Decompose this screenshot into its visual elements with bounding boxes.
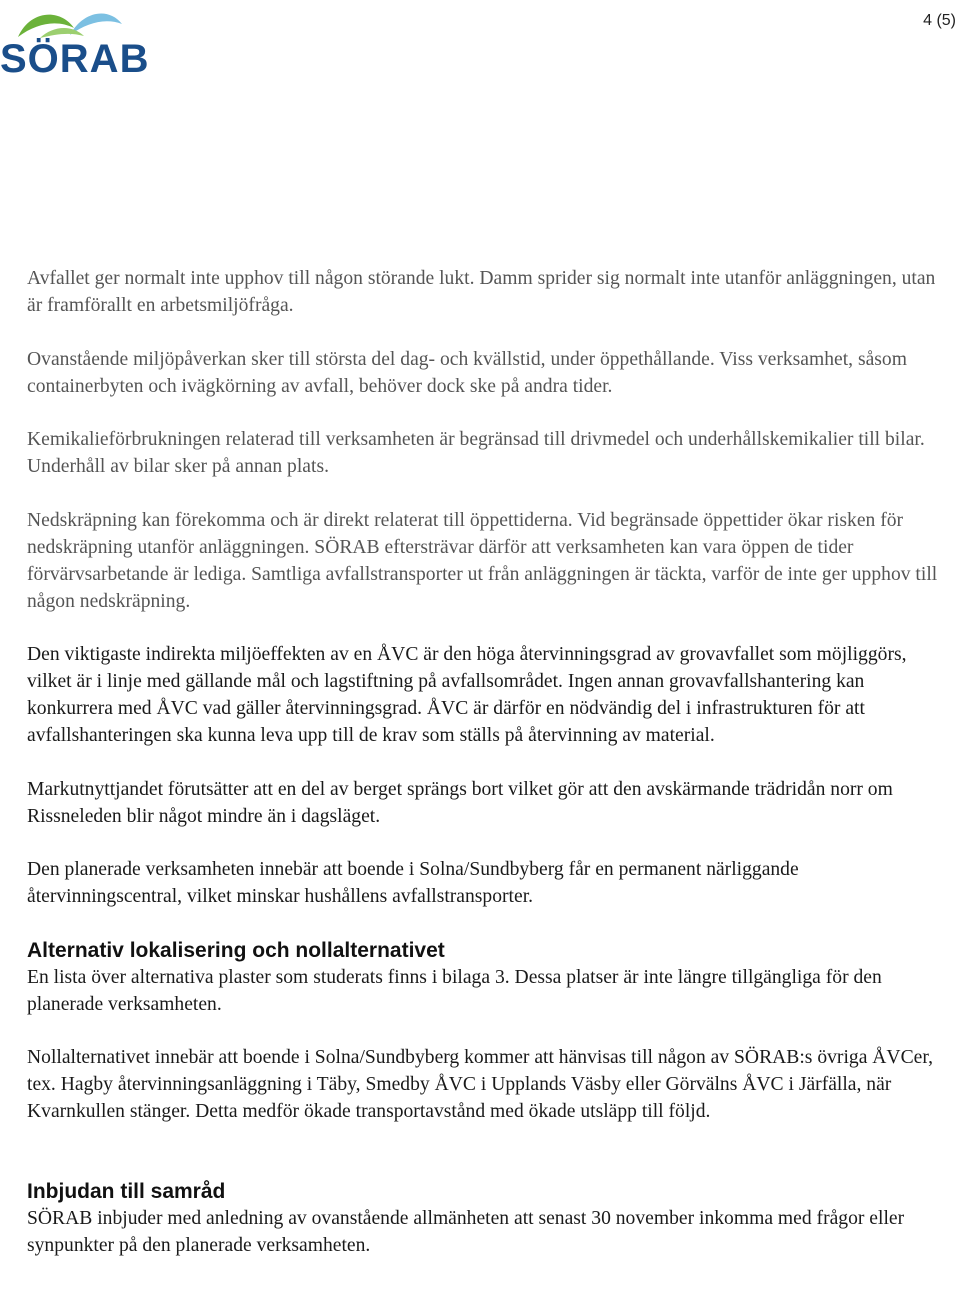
- section-spacer: [27, 1152, 952, 1178]
- paragraph-chemicals: Kemikalieförbrukningen relaterad till verksamheten är begränsad till drivmedel och underhållskemikalier till bilar. Underhåll av bilar sker på annan plats.: [27, 429, 925, 477]
- paragraph-odor-dust: Avfallet ger normalt inte upphov till någon störande lukt. Damm sprider sig normalt inte utanför anläggningen, utan är framförallt en arbetsmiljöfråga.: [27, 268, 936, 316]
- paragraph-operating-hours: Ovanstående miljöpåverkan sker till största del dag- och kvällstid, under öppethållande. Viss verksamhet, såsom containerbyten och ivägkörning av avfall, behöver dock ske på andra tider.: [27, 348, 907, 397]
- heading-inbjudan-till-samrad: Inbjudan till samråd: [27, 1179, 226, 1203]
- paragraph-land-use: Markutnyttjandet förutsätter att en del av berget sprängs bort vilket gör att den avskärmande trädridån norr om Rissneleden blir något mindre än i dagsläget.: [27, 778, 893, 827]
- paragraph-planned-activity: Den planerade verksamheten innebär att boende i Solna/Sundbyberg får en permanent närliggande återvinningscentral, vilket minskar hushållens avfallstransporter.: [27, 859, 799, 907]
- heading-alternativ-lokalisering: Alternativ lokalisering och nollalternativet: [27, 938, 445, 962]
- paragraph-invitation: SÖRAB inbjuder med anledning av ovanstående allmänheten att senast 30 november inkomma med frågor eller synpunkter på den planerade verksamheten.: [27, 1207, 905, 1256]
- paragraph-alternative-sites: En lista över alternativa plaster som studerats finns i bilaga 3. Dessa platser är inte längre tillgängliga för den planerade verksamheten.: [27, 966, 882, 1015]
- paragraph-zero-alternative: Nollalternativet innebär att boende i Solna/Sundbyberg kommer att hänvisas till någon av SÖRAB:s övriga ÅVCer, tex. Hagby återvinningsanläggning i Täby, Smedby ÅVC i Upplands Väsby eller Görvälns ÅVC i Järfälla, när Kvarnkullen stänger. Detta medför ökade transportavstånd med ökade utsläpp till följd.: [27, 1047, 933, 1122]
- paragraph-littering: Nedskräpning kan förekomma och är direkt relaterat till öppettiderna. Vid begränsade öppettider ökar risken för nedskräpning utanför anläggningen. SÖRAB eftersträvar därför att verksamheten kan vara öppen de tider förvärvsarbetande är lediga. Samtliga avfallstransporter ut från anläggningen är täckta, varför de inte ger upphov till någon nedskräpning.: [27, 509, 938, 612]
- paragraph-indirect-effects: Den viktigaste indirekta miljöeffekten av en ÅVC är den höga återvinningsgrad av grovavfallet som möjliggörs, vilket är i linje med gällande mål och lagstiftning på avfallsområdet. Ingen annan grovavfallshantering kan konkurrera med ÅVC vad gäller återvinningsgrad. ÅVC är därför en nödvändig del i infrastrukturen för att avfallshanteringen ska kunna leva upp till de krav som ställs på återvinning av material.: [27, 644, 907, 746]
- page-number: 4 (5): [923, 12, 956, 29]
- document-body: [27, 265, 952, 1285]
- logo-wordmark: SÖRAB: [0, 37, 150, 74]
- sorab-logo: [0, 2, 166, 74]
- sorab-logo-graphic: [0, 2, 166, 74]
